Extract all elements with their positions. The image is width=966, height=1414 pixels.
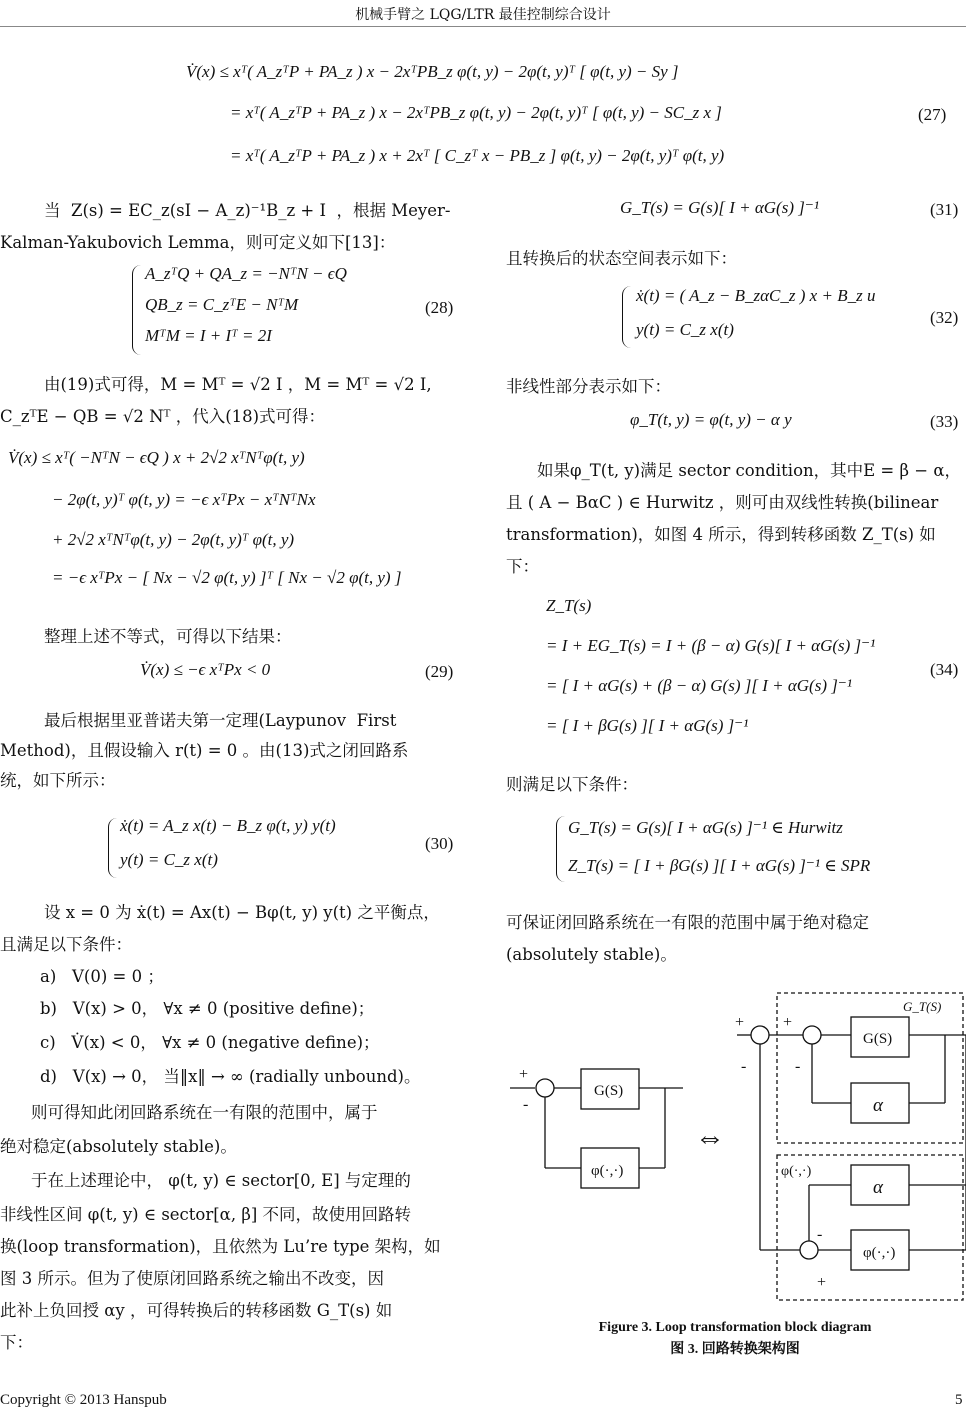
eq31-number: (31) <box>930 200 959 219</box>
deriv-line1: V̇(x) ≤ xᵀ( −NᵀN − ϵQ ) x + 2√2 xᵀNᵀφ(t, y) <box>8 448 305 467</box>
eq28-line2: QB_z = C_zᵀE − NᵀM <box>145 295 299 314</box>
eq27-line1: V̇(x) ≤ xᵀ( A_zᵀP + PA_z ) x − 2xᵀPB_z φ(t, y) − 2φ(t, y)ᵀ [ φ(t, y) − Sy ] <box>186 62 679 81</box>
right-para5-line2: (absolutely stable)。 <box>506 945 677 964</box>
right-para3-line2: 且 ( A − BαC ) ∈ Hurwitz ，则可由双线性转换(bilinear <box>506 493 939 512</box>
left-para2-line2: C_zᵀE − QB = √2 Nᵀ ，代入(18)式可得： <box>0 407 326 426</box>
left-para1-line1: 当 Z(s) = EC_z(sI − A_z)⁻¹B_z + I ，根据 Meyer- <box>44 201 451 220</box>
condition-b: b) V(x) > 0， ∀x ≠ 0 (positive define)； <box>40 999 375 1018</box>
right-minus-3: - <box>817 1226 823 1243</box>
left-para5-line1: 设 x = 0 为 ẋ(t) = Ax(t) − Bφ(t, y) y(t) 之平衡点， <box>44 903 440 922</box>
eq30-number: (30) <box>425 834 454 853</box>
eq30-line2: y(t) = C_z x(t) <box>120 850 218 869</box>
right-minus-1: - <box>741 1058 747 1075</box>
left-para7-line3: 换(loop transformation)，且依然为 Lu’re type 架构，如 <box>0 1237 441 1256</box>
left-para1-line2: Kalman-Yakubovich Lemma，则可定义如下[13]： <box>0 233 396 252</box>
eq27-line3: = xᵀ( A_zᵀP + PA_z ) x + 2xᵀ [ C_zᵀ x − PB_z ] φ(t, y) − 2φ(t, y)ᵀ φ(t, y) <box>230 146 725 165</box>
eq34-number: (34) <box>930 660 959 679</box>
right-alpha-label-2: α <box>873 1177 883 1198</box>
eq32-number: (32) <box>930 308 959 327</box>
condition-a: a) V(0) = 0 ； <box>40 967 164 986</box>
eq27-line2: = xᵀ( A_zᵀP + PA_z ) x − 2xᵀPB_z φ(t, y) − 2φ(t, y)ᵀ [ φ(t, y) − SC_z x ] <box>230 103 722 122</box>
left-para7-line4: 图 3 所示。但为了使原闭回路系统之输出不改变，因 <box>0 1269 384 1288</box>
deriv-line4: = −ϵ xᵀPx − [ Nx − √2 φ(t, y) ]ᵀ [ Nx − √2 φ(t, y) ] <box>52 568 402 587</box>
eq33-number: (33) <box>930 412 959 431</box>
eq28-line3: MᵀM = I + Iᵀ = 2I <box>145 326 272 345</box>
right-G-label: G(S) <box>863 1031 893 1047</box>
eq31: G_T(s) = G(s)[ I + αG(s) ]⁻¹ <box>620 198 819 217</box>
eq30-line1: ẋ(t) = A_z x(t) − B_z φ(t, y) y(t) <box>120 816 336 835</box>
right-sum-junction-1 <box>751 1026 769 1044</box>
eq32-line2: y(t) = C_z x(t) <box>636 320 734 339</box>
cond-line1: G_T(s) = G(s)[ I + αG(s) ]⁻¹ ∈ Hurwitz <box>568 818 843 837</box>
condition-d: d) V(x) → 0， 当‖x‖ → ∞ (radially unbound)。 <box>40 1067 421 1086</box>
eq34-line2: = [ I + αG(s) + (β − α) G(s) ][ I + αG(s) ]⁻¹ <box>546 676 852 695</box>
left-para7-line6: 下： <box>0 1333 33 1352</box>
left-para4-line2: Method)，且假设输入 r(t) = 0 。由(13)式之闭回路系 <box>0 741 409 760</box>
GT-dashed-box <box>777 993 963 1143</box>
figure-caption-zh: 图 3. 回路转换架构图 <box>670 1342 800 1357</box>
left-para4-line3: 统，如下所示： <box>0 771 116 790</box>
left-para6-line1: 则可得知此闭回路系统在一有限的范围中，属于 <box>10 1103 378 1122</box>
figure-caption-en: Figure 3. Loop transformation block diagram <box>598 1320 872 1335</box>
right-alpha-label-1: α <box>873 1095 883 1116</box>
equivalence-arrow: ⇔ <box>695 1121 725 1154</box>
page-header: 机械手臂之 LQG/LTR 最佳控制综合设计 <box>355 7 611 23</box>
eq30-brace <box>108 818 119 878</box>
right-minus-2: - <box>795 1058 801 1075</box>
eq34-line0: Z_T(s) <box>546 596 592 615</box>
left-minus-sign: - <box>523 1096 529 1113</box>
right-phiT-label: φ(·,·) <box>781 1164 812 1179</box>
eq28-brace <box>132 265 143 355</box>
cond-line2: Z_T(s) = [ I + βG(s) ][ I + αG(s) ]⁻¹ ∈ SPR <box>568 856 871 875</box>
eq29: V̇(x) ≤ −ϵ xᵀPx < 0 <box>140 660 271 679</box>
left-para7-line2: 非线性区间 φ(t, y) ∈ sector[α, β] 不同，故使用回路转 <box>0 1205 412 1224</box>
right-plus-1: + <box>735 1014 745 1031</box>
right-plus-3: + <box>817 1274 827 1291</box>
left-plus-sign: + <box>519 1066 529 1083</box>
deriv-line2: − 2φ(t, y)ᵀ φ(t, y) = −ϵ xᵀPx − xᵀNᵀNx <box>52 490 316 509</box>
left-para5-line2: 且满足以下条件： <box>0 935 132 954</box>
left-para7-line5: 此补上负回授 αy ，可得转换后的转移函数 G_T(s) 如 <box>0 1301 393 1320</box>
eq32-brace <box>622 286 633 348</box>
left-sum-junction <box>536 1079 554 1097</box>
deriv-line3: + 2√2 xᵀNᵀφ(t, y) − 2φ(t, y)ᵀ φ(t, y) <box>52 530 295 549</box>
header-rule <box>0 26 966 27</box>
right-para3-line3: transformation)，如图 4 所示，得到转移函数 Z_T(s) 如 <box>506 525 936 544</box>
right-para1: 且转换后的状态空间表示如下： <box>506 249 737 268</box>
eq32-line1: ẋ(t) = ( A_z − B_zαC_z ) x + B_z u <box>636 286 876 305</box>
right-sum-junction-2 <box>803 1026 821 1044</box>
right-para2: 非线性部分表示如下： <box>506 377 671 396</box>
eq27-number: (27) <box>918 105 947 124</box>
right-para3-line1: 如果φ_T(t, y)满足 sector condition，其中E = β − α， <box>516 461 961 480</box>
footer-copyright: Copyright © 2013 Hanspub <box>0 1392 167 1408</box>
left-para7-line1: 于在上述理论中， φ(t, y) ∈ sector[0, E] 与定理的 <box>10 1171 411 1190</box>
eq28-line1: A_zᵀQ + QA_z = −NᵀN − ϵQ <box>145 264 347 283</box>
left-phi-label: φ(·,·) <box>591 1163 624 1179</box>
right-phi-label: φ(·,·) <box>863 1245 896 1261</box>
cond-brace <box>556 816 567 882</box>
footer-page-number: 5 <box>955 1392 963 1408</box>
left-G-label: G(S) <box>594 1083 624 1099</box>
left-para3: 整理上述不等式，可得以下结果： <box>44 627 292 646</box>
right-para3-line4: 下： <box>506 557 539 576</box>
right-para4: 则满足以下条件： <box>506 775 638 794</box>
eq34-line1: = I + EG_T(s) = I + (β − α) G(s)[ I + αG(s) ]⁻¹ <box>546 636 876 655</box>
eq29-number: (29) <box>425 662 454 681</box>
right-sum-junction-3 <box>800 1241 818 1259</box>
left-para6-line2: 绝对稳定(absolutely stable)。 <box>0 1137 237 1156</box>
left-para2-line1: 由(19)式可得，M = Mᵀ = √2 I ，M = Mᵀ = √2 I, <box>44 375 432 394</box>
condition-c: c) V̇(x) < 0， ∀x ≠ 0 (negative define)； <box>40 1033 380 1052</box>
right-plus-2: + <box>783 1014 793 1031</box>
eq28-number: (28) <box>425 298 454 317</box>
loop-transformation-diagram <box>505 985 966 1315</box>
right-GT-label: G_T(S) <box>903 999 942 1014</box>
right-para5-line1: 可保证闭回路系统在一有限的范围中属于绝对稳定 <box>506 913 869 932</box>
eq34-line3: = [ I + βG(s) ][ I + αG(s) ]⁻¹ <box>546 716 749 735</box>
left-para4-line1: 最后根据里亚普诺夫第一定理(Laypunov First <box>44 711 397 730</box>
eq33: φ_T(t, y) = φ(t, y) − α y <box>630 410 792 429</box>
